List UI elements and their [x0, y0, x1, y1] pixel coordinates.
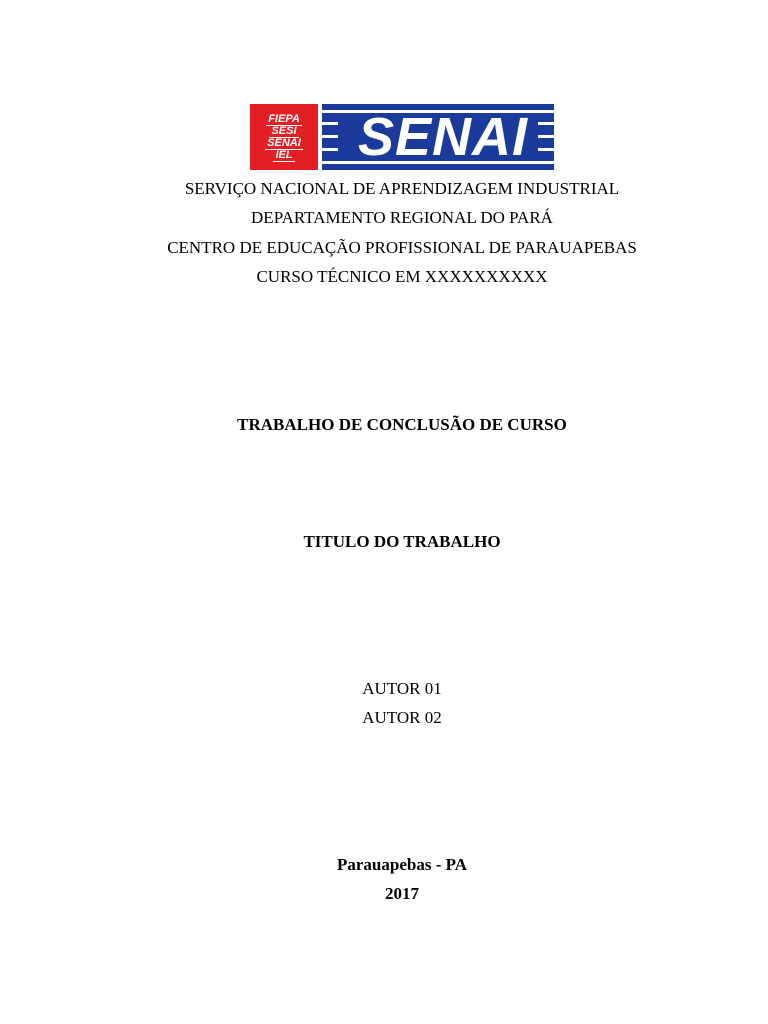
logo-text-iel: IEL — [275, 149, 293, 161]
logo-text-sesi: SESI — [271, 125, 297, 137]
logo-text-senai: SENAI — [267, 137, 301, 149]
author-2: AUTOR 02 — [362, 708, 442, 727]
header-line-3: CENTRO DE EDUCAÇÃO PROFISSIONAL DE PARAUAPEBAS — [167, 238, 637, 257]
author-1: AUTOR 01 — [362, 679, 442, 698]
work-title: TITULO DO TRABALHO — [303, 532, 501, 551]
header-line-4: CURSO TÉCNICO EM XXXXXXXXXX — [256, 267, 548, 286]
header-line-1: SERVIÇO NACIONAL DE APRENDIZAGEM INDUSTRIAL — [184, 179, 620, 198]
senai-logo — [250, 104, 554, 170]
logo-red-block — [250, 104, 318, 170]
logo-text-fiepa: FIEPA — [268, 113, 300, 125]
document-type: TRABALHO DE CONCLUSÃO DE CURSO — [237, 415, 567, 434]
logo-blue-block — [322, 104, 554, 170]
footer-city: Parauapebas - PA — [336, 855, 467, 874]
logo-wordmark: SENAI — [357, 107, 529, 167]
footer-year: 2017 — [385, 884, 419, 903]
header-line-2: DEPARTAMENTO REGIONAL DO PARÁ — [251, 208, 553, 227]
